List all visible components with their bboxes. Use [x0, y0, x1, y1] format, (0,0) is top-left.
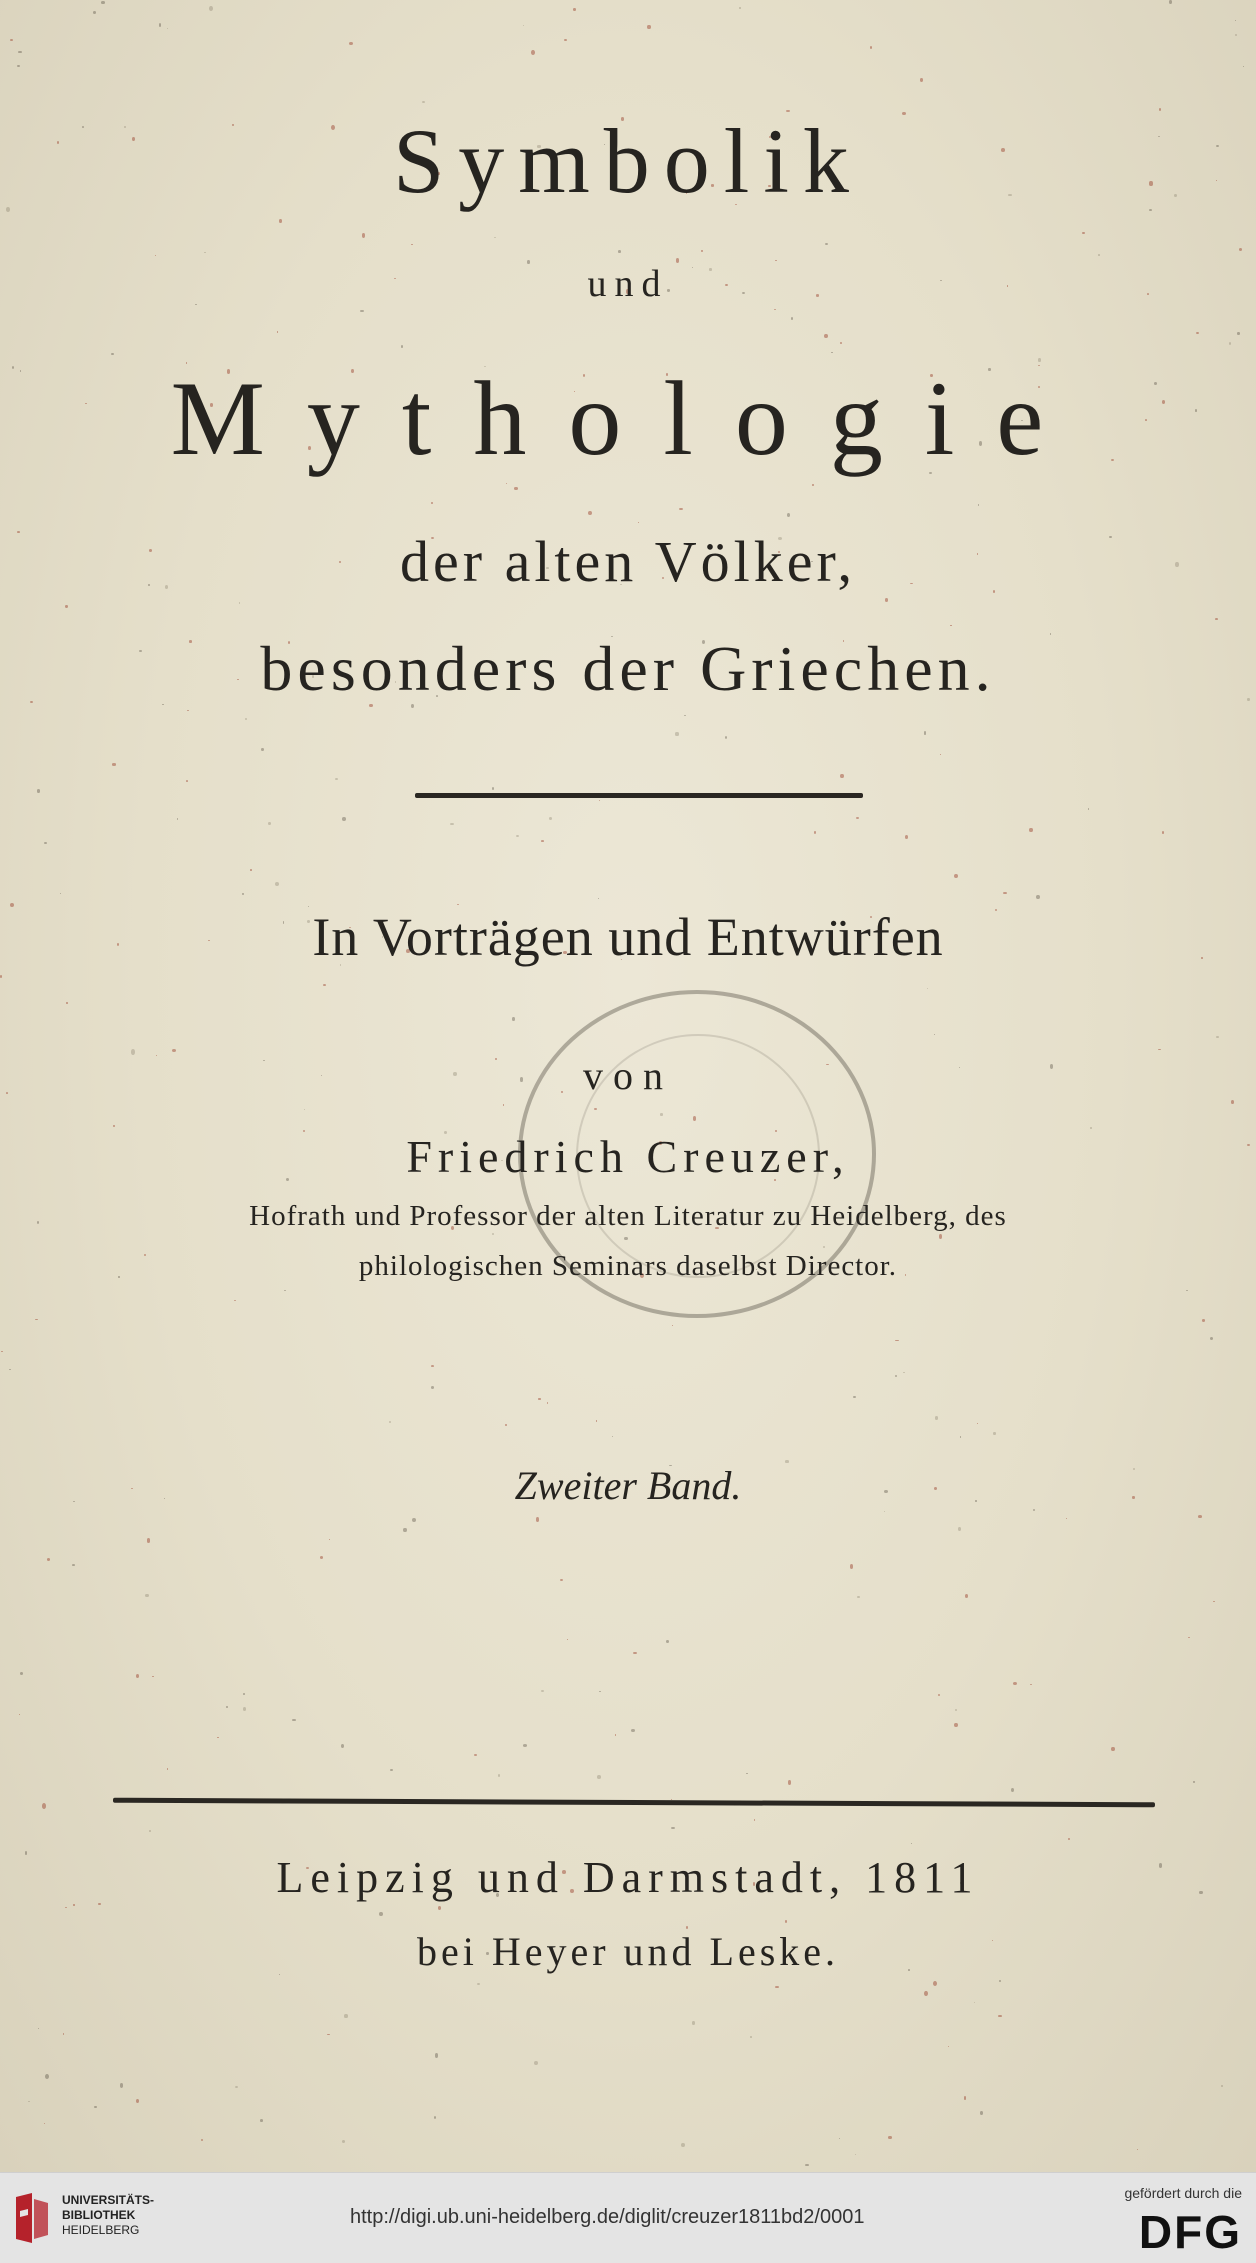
- paper-speck: [596, 1420, 597, 1421]
- paper-speck: [775, 260, 777, 261]
- paper-speck: [243, 1707, 246, 1711]
- library-name-line2: BIBLIOTHEK: [62, 2208, 136, 2222]
- paper-speck: [38, 2028, 39, 2029]
- paper-speck: [870, 46, 872, 49]
- paper-speck: [20, 1672, 23, 1675]
- paper-speck: [965, 1594, 968, 1598]
- paper-speck: [431, 502, 433, 504]
- paper-speck: [1088, 808, 1090, 810]
- paper-speck: [964, 2096, 967, 2100]
- title-symbolik: Symbolik: [393, 110, 863, 212]
- paper-speck: [791, 317, 794, 321]
- paper-speck: [66, 1002, 69, 1004]
- paper-speck: [28, 2101, 30, 2103]
- paper-speck: [167, 28, 168, 30]
- paper-speck: [856, 817, 859, 819]
- paper-speck: [1158, 1049, 1161, 1051]
- paper-speck: [1186, 1290, 1188, 1291]
- paper-speck: [73, 1904, 74, 1906]
- paper-speck: [1003, 892, 1007, 894]
- volume-label: Zweiter Band.: [514, 1463, 742, 1508]
- paper-speck: [145, 1594, 148, 1597]
- paper-speck: [342, 2140, 345, 2143]
- paper-speck: [1202, 1319, 1205, 1322]
- paper-speck: [1235, 34, 1238, 36]
- paper-speck: [812, 484, 814, 487]
- paper-speck: [42, 1803, 46, 1809]
- paper-speck: [474, 1754, 478, 1756]
- paper-speck: [239, 602, 241, 604]
- paper-speck: [618, 250, 621, 253]
- paper-speck: [840, 342, 842, 344]
- paper-speck: [599, 1691, 601, 1692]
- author-affiliation-line2: philologischen Seminars daselbst Director.: [358, 1250, 898, 1282]
- subtitle: In Vorträgen und Entwürfen: [312, 907, 944, 967]
- paper-speck: [1243, 66, 1244, 67]
- paper-speck: [19, 1714, 20, 1715]
- paper-speck: [18, 51, 22, 54]
- paper-speck: [35, 1319, 38, 1321]
- imprint-publisher: bei Heyer und Leske.: [416, 1929, 840, 1974]
- paper-speck: [412, 1518, 416, 1522]
- paper-speck: [1221, 2085, 1223, 2086]
- paper-speck: [152, 1676, 154, 1678]
- paper-speck: [549, 817, 552, 820]
- paper-speck: [284, 1290, 286, 1291]
- paper-speck: [955, 1709, 957, 1711]
- paper-speck: [349, 42, 353, 45]
- paper-speck: [1066, 1518, 1068, 1519]
- author-affiliation-line1: Hofrath und Professor der alten Literatur zu Heidelberg, des: [249, 1200, 1007, 1232]
- paper-speck: [450, 823, 454, 825]
- paper-speck: [226, 1706, 227, 1708]
- paper-speck: [65, 1907, 67, 1908]
- paper-speck: [342, 817, 346, 821]
- paper-speck: [113, 1125, 115, 1127]
- paper-speck: [573, 8, 575, 11]
- paper-speck: [514, 487, 517, 490]
- paper-speck: [1210, 1337, 1213, 1340]
- paper-speck: [44, 842, 47, 844]
- paper-speck: [431, 1386, 434, 1389]
- paper-speck: [201, 2139, 203, 2141]
- paper-speck: [547, 1402, 548, 1404]
- paper-speck: [681, 2143, 685, 2147]
- paper-speck: [362, 233, 366, 238]
- title-besonders-der-griechen: besonders der Griechen.: [260, 633, 996, 704]
- paper-speck: [1098, 254, 1099, 256]
- paper-speck: [155, 255, 157, 256]
- paper-speck: [17, 65, 19, 67]
- paper-speck: [1036, 895, 1040, 900]
- paper-speck: [320, 1556, 323, 1559]
- paper-speck: [911, 1843, 912, 1844]
- paper-speck: [279, 219, 282, 223]
- paper-speck: [379, 1912, 383, 1916]
- paper-speck: [505, 1424, 507, 1427]
- paper-speck: [411, 244, 412, 245]
- paper-speck: [187, 710, 188, 711]
- paper-speck: [980, 2111, 983, 2115]
- paper-speck: [1215, 618, 1218, 620]
- dfg-logo: DFG: [1138, 2206, 1242, 2258]
- paper-speck: [684, 715, 686, 716]
- paper-speck: [335, 778, 338, 780]
- paper-speck: [999, 1980, 1001, 1983]
- paper-speck: [1111, 1747, 1115, 1752]
- paper-speck: [638, 522, 640, 523]
- paper-speck: [960, 1436, 962, 1438]
- paper-speck: [615, 1734, 616, 1735]
- paper-speck: [857, 1596, 859, 1598]
- paper-speck: [560, 1579, 563, 1582]
- paper-speck: [905, 835, 908, 839]
- paper-speck: [692, 2021, 695, 2024]
- paper-speck: [1068, 1838, 1070, 1840]
- paper-speck: [599, 800, 600, 801]
- paper-speck: [754, 1819, 755, 1821]
- library-name-line3: HEIDELBERG: [62, 2223, 140, 2237]
- paper-speck: [1235, 20, 1236, 21]
- paper-speck: [329, 1539, 331, 1540]
- paper-speck: [250, 869, 251, 871]
- paper-speck: [403, 1528, 406, 1532]
- paper-speck: [204, 252, 205, 253]
- paper-speck: [805, 2164, 809, 2166]
- paper-speck: [136, 2099, 139, 2103]
- paper-speck: [998, 2015, 1002, 2018]
- paper-speck: [136, 1674, 139, 1678]
- paper-speck: [785, 1920, 787, 1922]
- paper-speck: [243, 1693, 245, 1695]
- paper-speck: [63, 2033, 65, 2035]
- paper-speck: [935, 1416, 938, 1419]
- paper-speck: [564, 39, 566, 41]
- paper-speck: [885, 598, 888, 602]
- paper-speck: [94, 2106, 96, 2108]
- paper-speck: [516, 835, 519, 837]
- paper-speck: [1029, 828, 1033, 833]
- paper-speck: [159, 23, 161, 26]
- paper-speck: [261, 748, 264, 752]
- paper-speck: [788, 1780, 791, 1785]
- paper-speck: [958, 1527, 961, 1531]
- paper-speck: [492, 1233, 494, 1235]
- byline-von: von: [583, 1053, 673, 1098]
- paper-speck: [774, 309, 776, 310]
- paper-speck: [831, 352, 832, 354]
- paper-speck: [567, 1639, 568, 1640]
- paper-speck: [895, 1340, 898, 1342]
- paper-speck: [672, 1325, 673, 1326]
- paper-speck: [948, 2046, 949, 2047]
- paper-speck: [954, 874, 958, 878]
- paper-speck: [853, 1396, 856, 1399]
- title-mythologie: Mythologie: [170, 360, 1086, 477]
- paper-speck: [235, 2086, 238, 2088]
- paper-speck: [1011, 1788, 1014, 1792]
- paper-speck: [855, 2154, 856, 2155]
- paper-speck: [292, 1719, 296, 1722]
- paper-speck: [1082, 232, 1084, 234]
- paper-speck: [1231, 1100, 1234, 1104]
- paper-speck: [268, 822, 271, 825]
- paper-speck: [323, 984, 326, 986]
- paper-speck: [1213, 1601, 1214, 1602]
- paper-speck: [1169, 0, 1172, 4]
- university-library-logo-icon: [12, 2191, 52, 2247]
- title-der-alten-voelker: der alten Völker,: [400, 529, 856, 594]
- paper-speck: [1198, 1515, 1202, 1518]
- paper-speck: [93, 11, 96, 14]
- paper-speck: [492, 787, 494, 790]
- paper-speck: [277, 331, 278, 332]
- paper-speck: [840, 774, 844, 779]
- paper-speck: [512, 1017, 514, 1021]
- paper-speck: [598, 898, 599, 899]
- permalink-url[interactable]: http://digi.ub.uni-heidelberg.de/diglit/creuzer1811bd2/0001: [350, 2206, 865, 2228]
- paper-speck: [1193, 1781, 1195, 1782]
- paper-speck: [787, 513, 790, 517]
- paper-speck: [72, 1564, 75, 1566]
- paper-speck: [746, 1773, 747, 1774]
- paper-speck: [1090, 1127, 1092, 1128]
- paper-speck: [725, 736, 727, 739]
- paper-speck: [111, 353, 113, 355]
- paper-speck: [888, 2136, 892, 2140]
- paper-speck: [679, 508, 682, 510]
- paper-speck: [588, 511, 592, 515]
- paper-speck: [612, 1436, 613, 1437]
- paper-speck: [954, 1723, 957, 1727]
- paper-speck: [775, 1986, 778, 1988]
- paper-speck: [538, 1398, 541, 1399]
- paper-speck: [631, 1729, 635, 1732]
- paper-speck: [1188, 1637, 1190, 1638]
- paper-speck: [494, 237, 496, 238]
- paper-speck: [1216, 1036, 1219, 1038]
- paper-speck: [304, 1109, 305, 1110]
- paper-speck: [597, 1775, 601, 1779]
- paper-speck: [242, 893, 244, 894]
- paper-speck: [498, 1774, 500, 1777]
- paper-speck: [531, 50, 535, 55]
- paper-speck: [477, 1983, 480, 1985]
- paper-speck: [435, 2053, 439, 2058]
- paper-speck: [65, 605, 67, 607]
- paper-speck: [1162, 831, 1164, 834]
- paper-speck: [344, 2014, 347, 2018]
- divider-rule-bottom: [113, 1798, 1155, 1808]
- paper-speck: [671, 1827, 675, 1830]
- paper-speck: [260, 2119, 263, 2122]
- imprint-place-year: Leipzig und Darmstadt, 1811: [276, 1853, 980, 1902]
- paper-speck: [903, 1372, 905, 1374]
- paper-speck: [149, 1830, 150, 1832]
- paper-speck: [541, 840, 545, 842]
- paper-speck: [389, 1421, 391, 1423]
- title-und: und: [587, 263, 669, 305]
- paper-speck: [939, 1234, 943, 1239]
- paper-speck: [1196, 332, 1199, 334]
- paper-speck: [431, 1365, 434, 1367]
- paper-speck: [541, 1690, 544, 1692]
- paper-speck: [1239, 248, 1242, 251]
- paper-speck: [9, 1369, 11, 1370]
- paper-speck: [974, 2002, 975, 2003]
- paper-speck: [927, 988, 928, 989]
- paper-speck: [245, 718, 247, 720]
- paper-speck: [701, 250, 703, 252]
- paper-speck: [186, 780, 188, 782]
- paper-speck: [234, 1300, 236, 1301]
- paper-speck: [60, 893, 61, 895]
- paper-speck: [44, 2123, 45, 2124]
- paper-speck: [434, 2116, 436, 2119]
- paper-speck: [523, 25, 524, 26]
- paper-speck: [884, 1511, 885, 1513]
- paper-speck: [1030, 1684, 1032, 1685]
- paper-speck: [924, 1991, 927, 1996]
- paper-speck: [934, 1034, 935, 1035]
- paper-speck: [633, 1652, 637, 1655]
- paper-speck: [506, 483, 507, 484]
- paper-speck: [824, 334, 828, 339]
- paper-speck: [978, 504, 980, 506]
- paper-speck: [167, 1768, 168, 1770]
- paper-speck: [275, 882, 279, 886]
- paper-speck: [10, 39, 13, 41]
- paper-speck: [523, 1744, 527, 1747]
- paper-speck: [839, 2138, 840, 2139]
- paper-speck: [1013, 1682, 1017, 1685]
- paper-speck: [1237, 332, 1239, 335]
- university-library-name: [62, 2193, 154, 2238]
- paper-speck: [503, 1104, 505, 1105]
- paper-speck: [438, 1906, 441, 1910]
- paper-speck: [217, 1737, 218, 1738]
- paper-speck: [675, 732, 678, 735]
- paper-speck: [993, 1432, 996, 1436]
- paper-speck: [101, 1, 105, 4]
- paper-speck: [814, 831, 816, 833]
- sponsor-caption: gefördert durch die: [1124, 2185, 1242, 2201]
- paper-speck: [933, 1981, 937, 1986]
- paper-speck: [895, 1375, 897, 1377]
- paper-speck: [147, 1538, 151, 1542]
- author-name: Friedrich Creuzer,: [406, 1131, 850, 1182]
- paper-speck: [647, 25, 651, 30]
- paper-speck: [534, 2061, 538, 2065]
- paper-speck: [177, 818, 178, 820]
- paper-speck: [666, 1640, 669, 1643]
- paper-speck: [924, 731, 926, 734]
- paper-speck: [977, 1423, 979, 1424]
- paper-speck: [1, 1351, 2, 1352]
- paper-speck: [920, 78, 923, 82]
- paper-speck: [850, 1564, 854, 1569]
- paper-speck: [739, 7, 741, 8]
- paper-speck: [938, 1694, 940, 1696]
- paper-speck: [98, 1903, 101, 1906]
- paper-speck: [422, 101, 425, 103]
- paper-speck: [209, 6, 213, 11]
- paper-speck: [940, 754, 941, 755]
- paper-speck: [536, 1517, 539, 1521]
- paper-speck: [1137, 2149, 1138, 2150]
- paper-speck: [0, 975, 2, 977]
- viewer-footer-bar: [0, 2172, 1256, 2263]
- paper-speck: [360, 310, 363, 312]
- paper-speck: [45, 2074, 49, 2079]
- paper-speck: [341, 1744, 344, 1748]
- paper-speck: [327, 2034, 329, 2035]
- paper-speck: [47, 1558, 50, 1561]
- paper-speck: [950, 625, 951, 626]
- library-name-line1: UNIVERSITÄTS-: [62, 2193, 155, 2207]
- paper-speck: [1229, 342, 1231, 345]
- divider-rule-top: [415, 793, 863, 798]
- paper-speck: [750, 2036, 752, 2037]
- paper-speck: [120, 2083, 123, 2087]
- paper-speck: [401, 345, 403, 348]
- paper-speck: [112, 763, 116, 765]
- paper-speck: [390, 1769, 392, 1771]
- paper-speck: [37, 789, 41, 793]
- paper-speck: [825, 243, 828, 245]
